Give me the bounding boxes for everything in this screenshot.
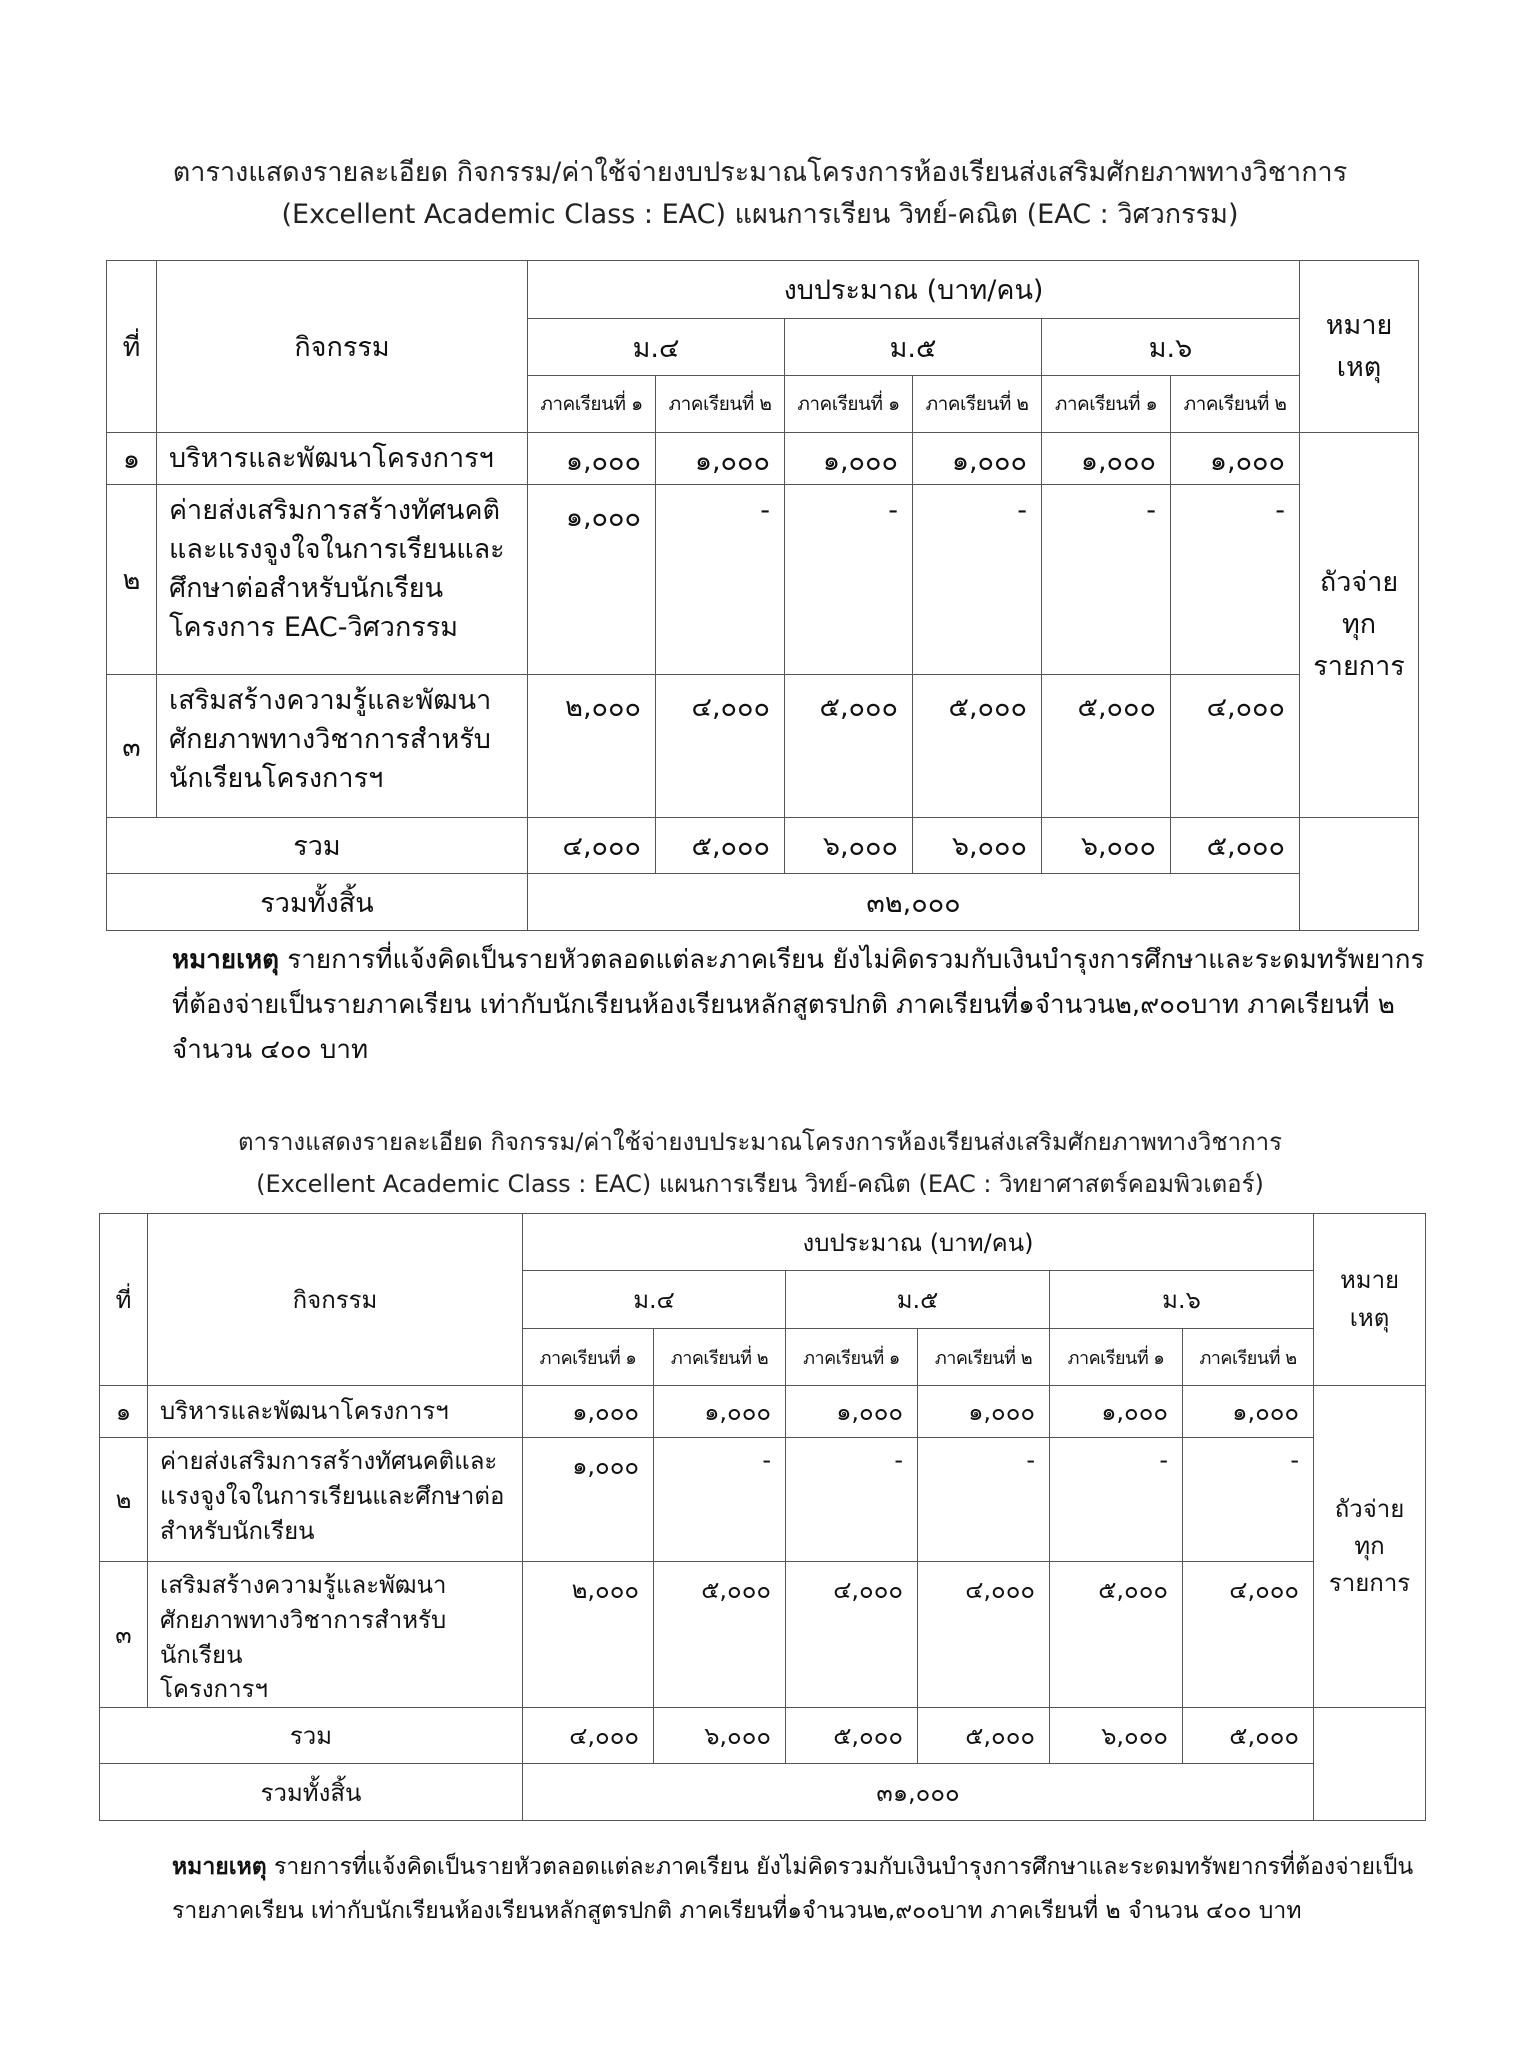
activity-line: ค่ายส่งเสริมการสร้างทัศนคติ [169, 495, 501, 526]
activity-line: โครงการ EAC-วิศวกรรม [169, 612, 459, 644]
grand-total-label: รวมทั้งสิ้น [100, 1764, 523, 1821]
header-remark [1300, 261, 1419, 433]
table-row [100, 1562, 1426, 1708]
sum-label: รวม [100, 1708, 523, 1764]
sum-value: ๕,๐๐๐ [1171, 818, 1300, 874]
header-remark [1314, 1214, 1426, 1386]
activity-line: นักเรียนโครงการฯ [169, 763, 384, 795]
sum-value: ๕,๐๐๐ [786, 1708, 918, 1764]
budget-value: - [786, 1438, 918, 1562]
sum-value: ๖,๐๐๐ [654, 1708, 786, 1764]
header-remark-line1: หมาย [1325, 309, 1393, 341]
budget-value: ๕,๐๐๐ [654, 1562, 786, 1708]
budget-value: ๑,๐๐๐ [654, 1386, 786, 1438]
activity-name [148, 1562, 523, 1708]
remark-cell [1300, 433, 1419, 818]
sum-label: รวม [107, 818, 528, 874]
remark-line: ถัวจ่าย [1334, 1494, 1405, 1523]
note-label: หมายเหตุ [172, 945, 280, 975]
remark-cell [1314, 1386, 1426, 1708]
sum-value: ๖,๐๐๐ [1042, 818, 1171, 874]
header-grade-m5: ม.๕ [786, 1271, 1050, 1329]
note-line: รายภาคเรียน เท่ากับนักเรียนห้องเรียนหลักสูตรปกติ ภาคเรียนที่๑จำนวน๒,๙๐๐บาท ภาคเรียนที่ ๒ จำนวน ๔๐๐ บาท [172, 1898, 1302, 1924]
row-number: ๑ [100, 1386, 148, 1438]
table2-title-line1: ตารางแสดงรายละเอียด กิจกรรม/ค่าใช้จ่ายงบประมาณโครงการห้องเรียนส่งเสริมศักยภาพทางวิชาการ [238, 1128, 1282, 1156]
header-semester-1: ภาคเรียนที่ ๑ [523, 1329, 654, 1386]
table2-note [172, 1845, 1452, 1933]
table1-title [0, 152, 1520, 236]
sum-row [100, 1708, 1426, 1764]
budget-value: ๑,๐๐๐ [1050, 1386, 1183, 1438]
remark-line: ถัวจ่าย [1319, 567, 1399, 599]
header-semester-2: ภาคเรียนที่ ๒ [913, 376, 1042, 433]
sum-value: ๕,๐๐๐ [656, 818, 785, 874]
note-line [172, 1845, 1452, 1889]
budget-table-engineering [106, 260, 1419, 931]
budget-value: ๑,๐๐๐ [913, 433, 1042, 485]
budget-value: ๑,๐๐๐ [528, 433, 656, 485]
budget-value: ๑,๐๐๐ [1183, 1386, 1314, 1438]
activity-line: โครงการฯ [160, 1675, 268, 1704]
budget-value: ๔,๐๐๐ [656, 675, 785, 818]
budget-value: ๔,๐๐๐ [1171, 675, 1300, 818]
grand-total-label: รวมทั้งสิ้น [107, 874, 528, 931]
activity-name [148, 1386, 523, 1438]
budget-value: - [654, 1438, 786, 1562]
budget-value: ๑,๐๐๐ [1171, 433, 1300, 485]
header-no: ที่ [100, 1214, 148, 1386]
note-text: รายการที่แจ้งคิดเป็นรายหัวตลอดแต่ละภาคเรียน ยังไม่คิดรวมกับเงินบำรุงการศึกษาและระดมทรัพยากร [279, 945, 1425, 975]
header-semester-2: ภาคเรียนที่ ๒ [1171, 376, 1300, 433]
sum-value: ๔,๐๐๐ [523, 1708, 654, 1764]
header-semester-1: ภาคเรียนที่ ๑ [1050, 1329, 1183, 1386]
budget-value: ๔,๐๐๐ [918, 1562, 1050, 1708]
activity-name [157, 433, 528, 485]
activity-name [157, 485, 528, 675]
header-activity: กิจกรรม [157, 261, 528, 433]
table2-title-line2: (Excellent Academic Class : EAC) แผนการเรียน วิทย์-คณิต (EAC : วิทยาศาสตร์คอมพิวเตอร์) [256, 1170, 1264, 1198]
header-grade-m4: ม.๔ [528, 319, 785, 376]
budget-value: - [656, 485, 785, 675]
header-grade-m5: ม.๕ [785, 319, 1042, 376]
activity-line: และแรงจูงใจในการเรียนและ [169, 534, 505, 566]
activity-line: เสริมสร้างความรู้และพัฒนา [160, 1571, 447, 1599]
table-row [100, 1386, 1426, 1438]
table2-title [0, 1121, 1520, 1205]
grand-total-row [100, 1764, 1426, 1821]
activity-line: แรงจูงใจในการเรียนและศึกษาต่อ [160, 1481, 505, 1510]
note-text: รายการที่แจ้งคิดเป็นรายหัวตลอดแต่ละภาคเรียน ยังไม่คิดรวมกับเงินบำรุงการศึกษาและระดมทรัพยากรที่ต้องจ่ายเป็น [266, 1854, 1414, 1880]
header-semester-2: ภาคเรียนที่ ๒ [918, 1329, 1050, 1386]
table1-title-line1: ตารางแสดงรายละเอียด กิจกรรม/ค่าใช้จ่ายงบประมาณโครงการห้องเรียนส่งเสริมศักยภาพทางวิชาการ [172, 157, 1348, 188]
row-number: ๒ [100, 1438, 148, 1562]
budget-value: ๑,๐๐๐ [786, 1386, 918, 1438]
budget-value: ๕,๐๐๐ [913, 675, 1042, 818]
row-number: ๑ [107, 433, 157, 485]
budget-value: ๕,๐๐๐ [785, 675, 913, 818]
row-number: ๒ [107, 485, 157, 675]
note-line [172, 938, 1432, 983]
budget-value: ๒,๐๐๐ [523, 1562, 654, 1708]
activity-line: ศึกษาต่อสำหรับนักเรียน [169, 573, 444, 605]
budget-value: ๕,๐๐๐ [1050, 1562, 1183, 1708]
budget-value: ๔,๐๐๐ [786, 1562, 918, 1708]
sum-value: ๖,๐๐๐ [785, 818, 913, 874]
budget-value: - [913, 485, 1042, 675]
header-remark-line2: เหตุ [1349, 1303, 1390, 1332]
budget-value: - [1050, 1438, 1183, 1562]
grand-total-value: ๓๑,๐๐๐ [523, 1764, 1314, 1821]
budget-value: ๑,๐๐๐ [1042, 433, 1171, 485]
table1-title-line2: (Excellent Academic Class : EAC) แผนการเรียน วิทย์-คณิต (EAC : วิศวกรรม) [281, 198, 1239, 230]
table1-note [172, 938, 1432, 1073]
header-grade-m6: ม.๖ [1042, 319, 1300, 376]
table-row [100, 1438, 1426, 1562]
header-remark-line2: เหตุ [1336, 351, 1382, 383]
sum-row [107, 818, 1419, 874]
table-row [107, 675, 1419, 818]
header-semester-2: ภาคเรียนที่ ๒ [656, 376, 785, 433]
activity-line: บริหารและพัฒนาโครงการฯ [160, 1397, 449, 1426]
remark-empty-cell [1300, 818, 1419, 931]
sum-value: ๖,๐๐๐ [913, 818, 1042, 874]
header-semester-1: ภาคเรียนที่ ๑ [528, 376, 656, 433]
header-grade-m4: ม.๔ [523, 1271, 786, 1329]
remark-line: ทุก [1354, 1532, 1385, 1560]
header-semester-1: ภาคเรียนที่ ๑ [785, 376, 913, 433]
header-activity: กิจกรรม [148, 1214, 523, 1386]
header-no: ที่ [107, 261, 157, 433]
note-line: จำนวน ๔๐๐ บาท [172, 1035, 369, 1065]
sum-value: ๔,๐๐๐ [528, 818, 656, 874]
budget-value: ๔,๐๐๐ [1183, 1562, 1314, 1708]
activity-name [157, 675, 528, 818]
note-line: ที่ต้องจ่ายเป็นรายภาคเรียน เท่ากับนักเรียนห้องเรียนหลักสูตรปกติ ภาคเรียนที่๑จำนวน๒,๙๐๐บาท ภาคเรียนที่ ๒ [172, 990, 1395, 1020]
budget-value: - [1171, 485, 1300, 675]
budget-value: - [918, 1438, 1050, 1562]
budget-value: - [1183, 1438, 1314, 1562]
activity-line: ศักยภาพทางวิชาการสำหรับนักเรียน [160, 1605, 447, 1669]
header-semester-1: ภาคเรียนที่ ๑ [786, 1329, 918, 1386]
budget-value: ๒,๐๐๐ [528, 675, 656, 818]
row-number: ๓ [100, 1562, 148, 1708]
header-grade-m6: ม.๖ [1050, 1271, 1314, 1329]
activity-line: บริหารและพัฒนาโครงการฯ [169, 442, 494, 474]
activity-line: เสริมสร้างความรู้และพัฒนา [169, 685, 492, 716]
budget-value: ๑,๐๐๐ [918, 1386, 1050, 1438]
header-semester-1: ภาคเรียนที่ ๑ [1042, 376, 1171, 433]
budget-value: - [785, 485, 913, 675]
header-semester-2: ภาคเรียนที่ ๒ [654, 1329, 786, 1386]
sum-value: ๕,๐๐๐ [918, 1708, 1050, 1764]
sum-value: ๖,๐๐๐ [1050, 1708, 1183, 1764]
budget-value: - [1042, 485, 1171, 675]
header-remark-line1: หมาย [1339, 1266, 1400, 1295]
header-semester-2: ภาคเรียนที่ ๒ [1183, 1329, 1314, 1386]
sum-value: ๕,๐๐๐ [1183, 1708, 1314, 1764]
activity-line: สำหรับนักเรียน [160, 1516, 315, 1545]
budget-table-computer-science [99, 1213, 1426, 1821]
note-label: หมายเหตุ [172, 1854, 267, 1880]
budget-value: ๑,๐๐๐ [523, 1386, 654, 1438]
budget-value: ๕,๐๐๐ [1042, 675, 1171, 818]
remark-line: ทุก [1341, 609, 1377, 641]
budget-value: ๑,๐๐๐ [656, 433, 785, 485]
header-budget: งบประมาณ (บาท/คน) [528, 261, 1300, 319]
activity-line: ศักยภาพทางวิชาการสำหรับ [169, 724, 491, 756]
header-budget: งบประมาณ (บาท/คน) [523, 1214, 1314, 1271]
budget-value: ๑,๐๐๐ [528, 485, 656, 675]
remark-line: รายการ [1328, 1569, 1411, 1598]
budget-value: ๑,๐๐๐ [523, 1438, 654, 1562]
row-number: ๓ [107, 675, 157, 818]
grand-total-value: ๓๒,๐๐๐ [528, 874, 1300, 931]
activity-name [148, 1438, 523, 1562]
budget-value: ๑,๐๐๐ [785, 433, 913, 485]
remark-empty-cell [1314, 1708, 1426, 1821]
activity-line: ค่ายส่งเสริมการสร้างทัศนคติและ [160, 1447, 498, 1475]
grand-total-row [107, 874, 1419, 931]
table-row [107, 485, 1419, 675]
remark-line: รายการ [1313, 650, 1405, 682]
table-row [107, 433, 1419, 485]
